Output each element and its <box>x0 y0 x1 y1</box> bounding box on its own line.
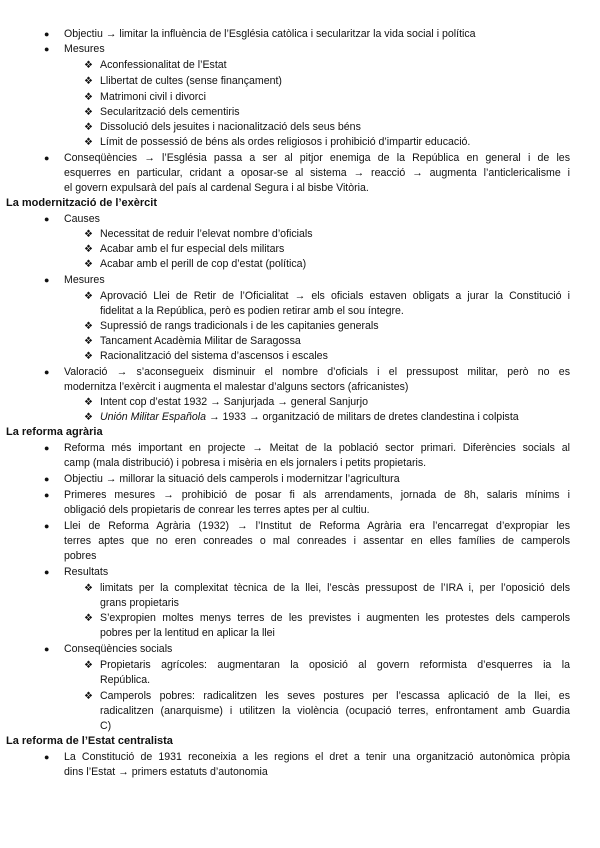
mesura-item: fidelitat a la República, però es podien retirar amb el sou íntegre. <box>100 305 404 317</box>
diamond-bullet-icon: ❖ <box>84 137 93 148</box>
bullet-icon: ● <box>44 153 50 163</box>
llei-reforma-text: terres aptes que no eren conreades o mal conreades i assentar en elles famílies de camperols <box>64 535 570 547</box>
mesura-item: Llibertat de cultes (sense finançament) <box>100 75 282 87</box>
section-heading-agraria: La reforma agrària <box>6 426 103 438</box>
bullet-icon: ● <box>44 567 50 577</box>
reforma-text: Reforma més important en projecte → Meitat de la població sector primari. Diferències socials al <box>64 442 570 454</box>
bullet-icon: ● <box>44 214 50 224</box>
consequencia-item: C) <box>100 720 112 732</box>
bullet-icon: ● <box>44 275 50 285</box>
resultat-item: S’expropien moltes menys terres de les previstes i augmenten les protestes dels camperols <box>100 612 570 624</box>
mesura-item: Racionalització del sistema d’ascensos i escales <box>100 350 328 362</box>
diamond-bullet-icon: ❖ <box>84 613 93 624</box>
valoracio-item-rest: → 1933 → organització de militars de dretes clandestina i colpista <box>206 411 519 423</box>
causes-label: Causes <box>64 213 100 225</box>
mesura-item: Límit de possessió de béns als ordes religiosos i prohibició d’impartir educació. <box>100 136 471 148</box>
llei-reforma-text: pobres <box>64 550 97 562</box>
diamond-bullet-icon: ❖ <box>84 60 93 71</box>
diamond-bullet-icon: ❖ <box>84 336 93 347</box>
bullet-icon: ● <box>44 521 50 531</box>
objectiu-text: Objectiu → millorar la situació dels camperols i modernitzar l’agricultura <box>64 473 400 485</box>
constitucio-text: La Constitució de 1931 reconeixia a les regions el dret a tenir una organització autonòmica pròpia <box>64 751 570 763</box>
consequencies-text: Conseqüències → l’Església passa a ser al pitjor enemiga de la República en general i de les <box>64 152 570 164</box>
llei-reforma-text: Llei de Reforma Agrària (1932) → l’Institut de Reforma Agrària era l’encarregat d’expropiar les <box>64 520 570 532</box>
mesura-item: Tancament Acadèmia Militar de Saragossa <box>100 335 301 347</box>
bullet-icon: ● <box>44 367 50 377</box>
causa-item: Acabar amb el perill de cop d’estat (política) <box>100 258 307 270</box>
diamond-bullet-icon: ❖ <box>84 76 93 87</box>
union-militar-name: Unión Militar Española <box>100 411 206 423</box>
consequencies-socials-label: Conseqüències socials <box>64 643 173 655</box>
primeres-mesures-text: obligació dels propietaris de conrear les terres aptes per al cultiu. <box>64 504 370 516</box>
consequencia-item: Camperols pobres: radicalitzen les seves postures per l’escassa aplicació de la llei, es <box>100 690 570 702</box>
resultat-item: pobres per la lentitud en aplicar la llei <box>100 627 275 639</box>
resultats-label: Resultats <box>64 566 109 578</box>
diamond-bullet-icon: ❖ <box>84 321 93 332</box>
reforma-text: camp (mala distribució) i pobresa i misèria en els jornalers i petits propietaris. <box>64 457 427 469</box>
mesura-item: Secularització dels cementiris <box>100 106 240 118</box>
diamond-bullet-icon: ❖ <box>84 691 93 702</box>
bullet-icon: ● <box>44 474 50 484</box>
consequencies-text: el govern expulsarà del país al cardenal Segura i al bisbe Vitòria. <box>64 182 369 194</box>
resultat-item: grans propietaris <box>100 597 179 609</box>
diamond-bullet-icon: ❖ <box>84 397 93 408</box>
section-heading-estat: La reforma de l’Estat centralista <box>6 735 173 747</box>
mesura-item: Aprovació Llei de Retir de l’Oficialitat → els oficials estaven obligats a jurar la Constitució i <box>100 290 570 302</box>
consequencia-item: República. <box>100 674 151 686</box>
diamond-bullet-icon: ❖ <box>84 92 93 103</box>
mesura-item: Supressió de rangs tradicionals i de les capitanies generals <box>100 320 379 332</box>
diamond-bullet-icon: ❖ <box>84 412 93 423</box>
bullet-icon: ● <box>44 644 50 654</box>
consequencia-item: Propietaris agrícoles: augmentaran la oposició al govern reformista d’esquerres ia la <box>100 659 570 671</box>
diamond-bullet-icon: ❖ <box>84 583 93 594</box>
valoracio-item <box>100 410 519 425</box>
bullet-icon: ● <box>44 44 50 54</box>
section-heading-exercit: La modernització de l’exèrcit <box>6 197 157 209</box>
valoracio-item: Intent cop d’estat 1932 → Sanjurjada → general Sanjurjo <box>100 396 368 408</box>
consequencies-text: esquerres en particular, cridant a oposar-se al sistema → reacció → augmenta l’anticlericalisme i <box>64 167 570 179</box>
diamond-bullet-icon: ❖ <box>84 351 93 362</box>
diamond-bullet-icon: ❖ <box>84 107 93 118</box>
bullet-icon: ● <box>44 490 50 500</box>
mesures-label: Mesures <box>64 43 105 55</box>
diamond-bullet-icon: ❖ <box>84 259 93 270</box>
resultat-item: limitats per la complexitat tècnica de la llei, l’escàs pressupost de l’IRA i, per l’oposició dels <box>100 582 570 594</box>
constitucio-text: dins l’Estat → primers estatuts d’autonomia <box>64 766 268 778</box>
mesures-label: Mesures <box>64 274 105 286</box>
bullet-icon: ● <box>44 443 50 453</box>
objectiu-text: Objectiu → limitar la influència de l’Església catòlica i secularitzar la vida social i política <box>64 28 476 40</box>
consequencia-item: radicalitzen (anarquisme) i utilitzen la violència (ocupació terres, enfrontament amb Guardia <box>100 705 570 717</box>
diamond-bullet-icon: ❖ <box>84 244 93 255</box>
causa-item: Necessitat de reduir l’elevat nombre d’oficials <box>100 228 313 240</box>
mesura-item: Matrimoni civil i divorci <box>100 91 206 103</box>
bullet-icon: ● <box>44 752 50 762</box>
diamond-bullet-icon: ❖ <box>84 291 93 302</box>
diamond-bullet-icon: ❖ <box>84 229 93 240</box>
valoracio-text: modernitza l’exèrcit i augmenta el malestar d’alguns sectors (africanistes) <box>64 381 409 393</box>
primeres-mesures-text: Primeres mesures → prohibició de posar fi als arrendaments, jornada de 8h, salaris mínims i <box>64 489 570 501</box>
diamond-bullet-icon: ❖ <box>84 660 93 671</box>
valoracio-text: Valoració → s’aconsegueix disminuir el nombre d’oficials i el pressupost militar, però no es <box>64 366 570 378</box>
mesura-item: Dissolució dels jesuites i nacionalització dels seus béns <box>100 121 361 133</box>
diamond-bullet-icon: ❖ <box>84 122 93 133</box>
mesura-item: Aconfessionalitat de l’Estat <box>100 59 227 71</box>
causa-item: Acabar amb el fur especial dels militars <box>100 243 285 255</box>
bullet-icon: ● <box>44 29 50 39</box>
